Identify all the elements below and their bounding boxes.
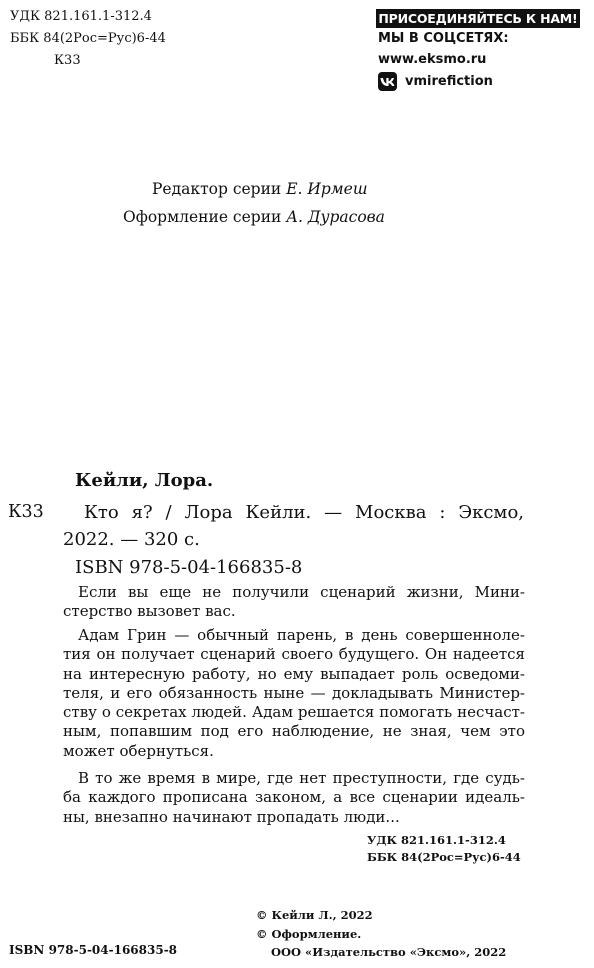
join-us-banner: ПРИСОЕДИНЯЙТЕСЬ К НАМ! <box>376 9 580 28</box>
vk-logo-icon[interactable] <box>378 72 397 91</box>
social-heading: МЫ В СОЦСЕТЯХ: <box>378 31 509 46</box>
annotation-line: ным, попавшим под его наблюдение, не зная, чем это <box>63 722 525 741</box>
annotation-line: тия он получает сценарий своего будущего. Он надеется <box>63 645 525 664</box>
vk-handle[interactable]: vmirefiction <box>405 74 493 89</box>
annotation-paragraph-1 <box>63 583 525 622</box>
annotation-line: Если вы еще не получили сценарий жизни, Мини- <box>78 583 525 601</box>
bottom-isbn: ISBN 978-5-04-166835-8 <box>9 943 178 957</box>
annotation-line: может обернуться. <box>63 741 214 760</box>
card-udk: УДК 821.161.1-312.4 <box>367 833 506 847</box>
vk-glyph-icon <box>380 77 395 87</box>
card-isbn: ISBN 978-5-04-166835-8 <box>75 557 303 578</box>
copyright-design: © Оформление. <box>256 927 362 941</box>
annotation-line: ству о секретах людей. Адам решается помогать несчаст- <box>63 703 525 722</box>
card-author: Кейли, Лора. <box>75 470 214 491</box>
author-mark: К33 <box>54 53 81 68</box>
annotation-paragraph-3 <box>63 769 525 827</box>
annotation-line: на интересную работу, но ему выпадает роль осведоми- <box>63 664 525 683</box>
card-bbk: ББК 84(2Рос=Рус)6-44 <box>367 850 521 864</box>
bbk-code: ББК 84(2Рос=Рус)6-44 <box>10 31 166 46</box>
annotation-line: Адам Грин — обычный парень, в день совершенноле- <box>78 626 525 644</box>
series-editor-credit <box>152 180 368 198</box>
copyright-publisher: ООО «Издательство «Эксмо», 2022 <box>271 945 507 959</box>
annotation-line: теля, и его обязанность ныне — докладывать Министер- <box>63 683 525 702</box>
series-design-name: А. Дурасова <box>286 208 385 226</box>
card-author-mark: К33 <box>8 502 44 522</box>
annotation-line: ба каждого прописана законом, а все сценарии идеаль- <box>63 788 525 807</box>
copyright-author: © Кейли Л., 2022 <box>256 908 373 922</box>
annotation-line: стерство вызовет вас. <box>63 602 236 621</box>
series-editor-name: Е. Ирмеш <box>286 180 368 198</box>
card-publication-line: 2022. — 320 с. <box>63 529 200 550</box>
annotation-paragraph-2 <box>63 626 525 761</box>
series-design-label: Оформление серии <box>123 208 287 226</box>
card-title-line: Кто я? / Лора Кейли. — Москва : Эксмо, <box>84 502 524 523</box>
website-link[interactable]: www.eksmo.ru <box>378 52 487 67</box>
series-editor-label: Редактор серии <box>152 180 287 198</box>
series-design-credit <box>123 208 385 226</box>
udk-code: УДК 821.161.1-312.4 <box>10 9 152 24</box>
annotation-line: В то же время в мире, где нет преступности, где судь- <box>78 769 525 787</box>
annotation-line: ны, внезапно начинают пропадать люди... <box>63 807 400 826</box>
